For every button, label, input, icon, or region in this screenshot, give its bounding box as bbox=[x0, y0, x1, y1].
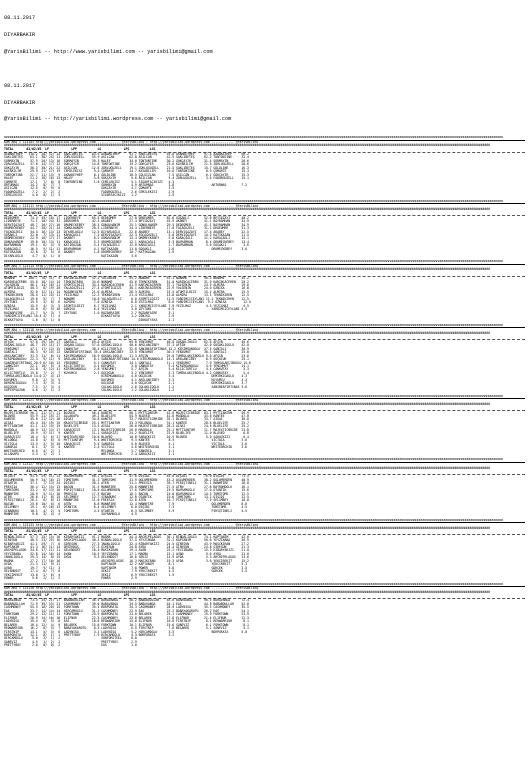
table-row: SANEVIZ 4.5 1/ 2/ 2 PRETTYBOY 2.9 bbox=[4, 639, 233, 644]
table-row: CEMILEKISI 4.0 0/ 1/ 3 SIGORTACIKIZI 1.2 2.9 bbox=[4, 193, 238, 198]
table-row: ALMIRA 32.0 12/ 11/ 14 ROZANFAIRE 21.6 ALMIRA 28.3 ALMIRA 15.5 ATOMTILDIZI 15.2 ALMIRA 15.5 bbox=[4, 289, 249, 294]
table-row: GELENDOST 17.4 6/ 7/ 8 SEKIZ 7.9 YEKCIREKIT 4.5 GÖRCEK 3.5 bbox=[4, 569, 247, 574]
table-row: KATIKAZAN 12.6 3/ 5/ 6 AKABEY 1.8 ORUMECKEBEY 10.7 KATIKAZAN 2.9 bbox=[4, 250, 238, 255]
table-row: ASILCAN 12.5 0/ 9/ 8 GÖKÇAYIR 4.1 ÇOMARTE 3.5 bbox=[4, 186, 238, 191]
table-row: INANLIOGLU 29.3 14/ 8/ 15 AYDA 9.3 GELENDOST 16.6 SEKIZ 14.9 AYDA 5.3 ARCHIPELAGOS 13.6 bbox=[4, 555, 249, 560]
table-row: AIGAI 43.4 15/ 19/ 15 MAJESTICBRIDE 25.1 MYTTIANTUM 33.3 MILONGA 31.1 KANTEE 28.6 BLUELIFE 25.7 bbox=[4, 420, 249, 425]
table-row: AVAN 19.7 9/ 11/ 3 KAPTANIM 7.8 POWER 5.8 GÖRCEK 3.5 bbox=[4, 565, 247, 570]
header-contact: @YarisBilimi -- http://yarisbilimi.wordpress.com -- yarisbilimi@gmail.com bbox=[4, 116, 232, 123]
table-row: OGLUMERDEN 50.9 24/ 18/ 12 TOMSTOMS 41.3 TOMSTOMS 31.9 OGLUMERDEN 43.2 OGLUMERDEN 38.2 OGLUMERDEN 40.9 bbox=[4, 477, 249, 482]
table-row: DERVIŞAZAYI 48.7 16/ 27/ 16 ORUMECKEBEY 38.5 GONULHANIM 25.1 GONULHANIM 29.5 DEDEOMER 41.1 BAYRAMHAN 34.9 bbox=[4, 222, 249, 227]
hash-separator: #################################################################################################################################################################################################################################################################### bbox=[4, 525, 490, 530]
table-row: ATEN 26.6 11/ 8/ 15 SELIMBEY 12.7 SINABURG 12.0 OTANTIK 15.6 TOMSTOMS 13.2 DIŞIDI 12.5 bbox=[4, 495, 249, 500]
header-date: 08.11.2017 bbox=[4, 15, 36, 22]
table-row: BELAREK 16.4 12/ 4/ 9 BELAREK 15.6 FORKTOWN 10.1 ELIFNUR 15.6 SANEVIZ 6.1 FORKTOWN 8.1 bbox=[4, 622, 249, 627]
table-row: ARCHIPELAGOS 34.8 17/ 11/ 11 GELENDOST 16.4 MASIKIRAN 19.4 AVAN 25.2 YEYZIBABA 15.3 KIBARYAKIZI 21.0 bbox=[4, 548, 249, 553]
table-row: BORPORATA 12.1 8/ 1/ 1 PRETTYBOY 1.9 HIRCAMOGLU 4.3 BORPORATA 3.2 bbox=[4, 632, 238, 637]
table-row: ARTURNAS 14.2 0/ 7/ 7 SORMAYIN 4.9 ARTURNAS 3.8 ARTURNAS 7.2 bbox=[4, 183, 247, 188]
table-row: OZNISA 15.5 4/ 3/ 5 ATOMTILDIZI 6.7 YEZILMAZ 2.1 YARDIMCICEYLANI 7.9 YEZILMAZ 4.5 YEZILMAZ 4.5 bbox=[4, 303, 249, 308]
race-table bbox=[4, 458, 525, 516]
table-row: SANIBEAFIRTINAS 20.5 6/ 10/ 13 YENIUMUT 5.1 CANKUTAY 14.1 GANTALI 11.1 YENIUMUT 7.9 TUMSULAKÇIBOGLU 14.6 bbox=[4, 360, 251, 365]
race-title: KUM ARA = 123118 http://yarisbilimi.wordpress.com ............ @YarisBilimi : http://yarisbilimi.wordpress.com ............ @YarisBilimi bbox=[4, 327, 259, 332]
column-headers: TOTAL #1/#2/#3 LP LPP LS LPS LSS bbox=[4, 146, 156, 151]
hash-separator: #################################################################################################################################################################################################################################################################### bbox=[4, 267, 490, 272]
table-row: CANKUTAY 22.1 10/ 5/ 4 KILICTORTLU 4.4 KUYUMCU 3.0 CANKUTAY 9.4 KIRIMGANOGLU 4.6 YENIUMUT 14.1 bbox=[4, 364, 249, 369]
table-row: DEMIRKIGAGLU 7.5 3/ 3/ 4 OGÇOCUK 4.0 OGÇOCUK 2.1 DEMIRKIGAGLU 3.7 bbox=[4, 381, 247, 386]
table-row: HIRCAMOGLU 5.0 2/ 1/ 2 SUNFORSTEEL 0.8 bbox=[4, 636, 233, 641]
race-tables bbox=[4, 136, 525, 648]
hash-separator: #################################################################################################################################################################################################################################################################### bbox=[4, 518, 503, 522]
hash-separator: #################################################################################################################################################################################################################################################################### bbox=[4, 323, 503, 327]
column-headers: TOTAL #1/#2/#3 LP LPP LS LPS LSS bbox=[4, 469, 156, 474]
table-row: AYDA 21.3 11/ 9/ 11 KAPTANIM 12.2 KAPTANIM 8.1 YEKCIREKIT 5.3 bbox=[4, 562, 247, 567]
table-row: YEZILMAZ 15.0 6/ 5/ 10 OZNISA 6.5 YEZILMAZ 3.8 ZEYTUNI 6.9 YARDIMCICEYLANI 4.5 bbox=[4, 307, 247, 312]
table-row: PIRIŞTINELI 26.1 6/ 8/ 13 MANNFIRE 11.6 FREESIA 12.8 ATEN 10.7 PIRIŞTINELI 7.9 SELIMBEY 10.8 bbox=[4, 498, 249, 503]
table-row: CASHMONEY 55.5 18/ 20/ 15 FORKTOWN 35.5 BORPORATA 34.3 CASHMONEY 28.9 LADYNISA 35.5 CASHMONEY 35.5 bbox=[4, 605, 249, 610]
race-table bbox=[4, 324, 525, 393]
table-row: KAPTANIM 41.3 16/ 11/ 14 ORTEKBAŞ 27.3 GIRESUN 24.8 AYDA 24.4 GIRESUN 24.8 GIRESUN 21.3 bbox=[4, 545, 249, 549]
table-row: ZEYTUNI 15.9 3/ 6/ 6 ALMIRA 7.0 OZNISA 6.8 YEZILMAZ 8.6 YARDIMCICEYLANI 9.1 OZNISA 12.5 bbox=[4, 300, 251, 305]
table-row: YALAGUZELLI 19.6 9/ 7/ 7 NONAME 10.8 YALAGUZELLI 6.0 ATOMTILDIZI 11.5 YARDIMCICEYLANI 11.2 TEKNIKIREN 12.5 bbox=[4, 296, 249, 301]
hash-separator: #################################################################################################################################################################################################################################################################### bbox=[4, 394, 503, 398]
table-row: BABABOULLAH 71.9 39/ 15/ 21 CASHMONEY 39.0 BABAVANGA 34.5 BABAVANGA 44.1 EAS 44.8 BABABOULLAH 52.8 bbox=[4, 601, 249, 606]
hash-separator: #################################################################################################################################################################################################################################################################### bbox=[4, 458, 503, 462]
table-row: PRETTYBOY 2.0 0/ 0/ 2 EAS 1.0 bbox=[4, 643, 233, 648]
table-row: AFŞIN 21.8 4/ 12/ 11 KIRIMGANOGLU 2.8 YENIUMUT 5.7 AFŞIN 5.4 KILICTORTLU 4.4 CANKUTAY 5.3 bbox=[4, 367, 249, 372]
race-title: KUM ARA = 123103 http://yarisbilimi.wordpress.com ............ @YarisBilimi : http://yarisbilimi.wordpress.com ............ @YarisBilimi bbox=[4, 139, 259, 144]
table-row: GIRESUN 48.5 23/ 25/ 16 ARCHIPELAGOS 40.4 BINDALIOGLU 37.5 YEYZIBABA 32.2 KAPTANIM 50.0 YEYZIBABA 36.9 bbox=[4, 538, 249, 543]
table-row: WHITEORCHID 6.5 4/ 2/ 1 MILONGA 3.7 SANGRIA 3.1 bbox=[4, 448, 238, 453]
table-row: LADYNISA 19.4 6/ 5/ 8 EAS 18.6 REDWARRIOR 15.0 ELIFNUR 16.8 FIRSTNIP 8.1 REDWARRIOR 8.1 bbox=[4, 619, 249, 624]
table-row: MANNFIRE 28.9 5/ 11/ 18 PREESIA 17.5 BACON 16.1 BACON 15.8 BAYRAMOGLU 14.3 TOMSTOMS 12.5 bbox=[4, 491, 249, 496]
hash-separator: #################################################################################################################################################################################################################################################################### bbox=[4, 260, 503, 264]
table-row: POWER 5.8 2/ 1/ 2 POWER 2.9 bbox=[4, 576, 233, 581]
table-row: KARAÇAGLI 16.5 9/ 11/ 11 BAYRAMHAN 4.1 KATIKAZAN 11.0 GOŞAKLI 2.6 ORUMECKEBEY 3.6 bbox=[4, 246, 247, 251]
table-row: MAJESTICBRIDE 56.3 21/ 17/ 11 BLOVED 56.4 KANTEE 56.1 MYTTIANTUM 42.6 MAJESTICBRIDE 83.1 MYTTIANTUM 59.9 bbox=[4, 410, 249, 415]
table-row: KIBARYAKIZI 41.1 29/ 7/ 8 GIRESUN 27.3 INANLIOGLU 32.4 KIBARYAKIZI 24.5 GIRESUN 43.9 MASIKIRAN 27.2 bbox=[4, 541, 249, 546]
table-row: SORMAYIN 57.5 20/ 13/ 16 SORMAYIN 39.3 HALEF 34.0 TONTONTINE 30.2 GÖKÇAYIR 31.4 SORMAYIN 26.6 bbox=[4, 158, 249, 163]
table-row: YARDIMCICEYLANI 10.4 4/ 1/ 4 DIKKATYAYA 1.2 OZNISA 2.9 bbox=[4, 314, 238, 319]
header-city: DIYARBAKIR bbox=[4, 99, 36, 106]
table-row: TUMSULAKÇIBOGLU 14.0 2/ 4/ 13 KIRIMGANOGLU 4.6 OGÇOCUK 3.4 DEMIRKIGAGLU 4.3 bbox=[4, 374, 247, 379]
table-row: KUYUMCU 9.0 2/ 3/ 5 KUYUMCU 4.1 ARSLANCIBEY 3.3 KUYUMCU 4.3 bbox=[4, 377, 247, 382]
header-city: DIYARBAKIR bbox=[4, 31, 36, 38]
table-row: AFŞIN 57.6 29/ 16/ 17 GANTALI 69.6 AFŞIN 69.8 YENIUMUT 40.8 GOŞAKLIOGLU 62.6 AFŞIN 45.6 bbox=[4, 339, 249, 344]
table-row: REDWARRIOR 16.2 6/ 5/ 7 BABAYAKAROTU 6.5 LADYNISA 6.5 FIRSTNIP 7.6 BELAREK 5.1 SANEVIZ 5.1 bbox=[4, 626, 249, 631]
race-title: KUM ARA = 123127 http://yarisbilimi.wordpress.com ............ @YarisBilimi : http://yarisbilimi.wordpress.com ............ @YarisBilimi bbox=[4, 462, 259, 467]
table-row: SELIMBEY 19.1 6/ 10/ 13 OTANTIK 6.4 SELIMBEY 6.8 DIŞIDI 7.3 TOMSTOMS 4.5 bbox=[4, 505, 247, 510]
table-row: MAGMA 27.2 17/ 10/ 16 ARCHIPELAGOS 16.3 MASIKIRAN 19.3 AYDA 3.6 YEKCIREKIT 15.2 bbox=[4, 558, 249, 563]
table-row: DIYARLOGLU 4.7 0/ 1/ 0 KATIKAZAN 3.6 bbox=[4, 253, 233, 258]
table-row: SARAÇKIZI 18.4 5/ 6/ 17 WHITEORCHID 10.8 BLOVED 10.8 SARAÇKIZI 10.5 BLOVED 5.0 SARAÇKIZI 6.4 bbox=[4, 434, 249, 439]
race-table bbox=[4, 136, 525, 198]
column-headers: TOTAL #1/#2/#3 LP LPP LS LPS LSS bbox=[4, 210, 156, 215]
table-row: SINABURG 10.1 4/ 2/ 5 TOMSTOMS 4.5 OTANTIK 6.3 SELIMBEY 5.9 PIRIŞTINELI 4.5 bbox=[4, 508, 247, 513]
race-title: KUM ARA = 123133 http://yarisbilimi.wordpress.com ............ @YarisBilimi : http://yarisbilimi.wordpress.com ............ @YarisBilimi bbox=[4, 522, 259, 527]
race-table bbox=[4, 583, 525, 648]
table-row: FIRSTNIP 13.1 5/ 5/ 6 LADYNISA 3.1 LADYNISA 5.2 HIRCAMOGLU 3.5 BORPORATA 5.0 bbox=[4, 629, 247, 634]
race-table bbox=[4, 519, 525, 581]
table-row: GANTALI 38.3 9/ 15/ 13 SANIBEAFIRTINAS 35.4 ARSLANCIBEY 13.5 YENIUMUT 30.3 YENIUMUT 30.3 GANTALI 25.0 bbox=[4, 350, 249, 355]
table-row: LIDERBEYE 71.1 10/ 24/ 32 DEDEOMER 42.5 AKABEY 27.4 BEYIDZAYI 45.9 AKABEY 41.1 BAYRAMHAN 34.9 bbox=[4, 219, 249, 224]
race-title: KUM ARA = 123121 http://yarisbilimi.wordpress.com ............ @YarisBilimi : http://yarisbilimi.wordpress.com ............ @YarisBilimi bbox=[4, 398, 259, 403]
table-row: ORUMECKEBEY 44.7 20/ 21/ 14 GONULHANIM 28.5 LIDERBEYE 24.4 LIDERBEYE 17.8 FOÇAGUZELI 31.1 DEDEOMER 31.3 bbox=[4, 226, 249, 231]
header-date: 08.11.2017 bbox=[4, 82, 36, 89]
table-row: ELIFNUR 26.9 14/ 10/ 10 ELIFNUR 22.3 CASHMONEY 23.8 BELAREK 17.8 ELIFNUR 21.4 ELIFNUR 12.3 bbox=[4, 615, 249, 620]
table-row: DIKKATYAYA 1.6 0/ 1/ 0 DIKKATYAYA 2.1 bbox=[4, 317, 238, 322]
table-row: MAGDOLA 40.9 13/ 13/ 17 SARAÇKIZI 13.1 MAJESTICBRIDE 26.0 MAGDOLA 25.1 MYTTIANTUM 11.7 MAJESTICBRIDE 23.8 bbox=[4, 427, 249, 432]
table-row: ARSLANCIBEY 31.3 11/ 6/ 11 KIRIMGANOGLU 18.9 GOŞAKLIOGLU 11.3 AFŞIN 25.8 TUMSULAKÇIBOGLU 9.6 AFŞIN 23.6 bbox=[4, 353, 249, 358]
table-row: MYTTIANTUM 41.1 11/ 15/ 15 BLUELIFE 13.5 AIGAI 26.6 MAJESTICBRIDE 28.3 AIGAI 24.5 BLUELIFE 25.2 bbox=[4, 424, 249, 429]
table-row: GONULHANIM 19.8 10/ 13/ 11 KARAÇAGLI 5.3 ORUMECKEBEY 12.1 KARAÇAGLI 5.3 BAYRAMHAN 8.4 ORUMECKEBEY 13.4 bbox=[4, 239, 249, 244]
table-row: SANGRIA 8.1 3/ 3/ 4 KANTEE 2.4 VICTOLA 4.6 WHITEORCHID 3.1 WHITEORCHID 3.6 bbox=[4, 445, 247, 450]
table-row: MILONGA 14.0 4/ 6/ 8 MYTTIANTUM 9.4 WHITEORCHID 9.3 KANTEE 8.5 VICTOLA 3.6 bbox=[4, 438, 247, 443]
column-headers: TOTAL #1/#2/#3 LP LPP LS LPS LSS bbox=[4, 334, 156, 339]
table-row: FOÇAGUZELI 34.3 16/ 13/ 13 DIYARLOGLU 12.5 DIYARLOGLU 22.6 AKABEY 13.1 DERVIŞAZAYI 17.4 AKABEY 22.5 bbox=[4, 229, 249, 234]
table-row: ROZANFAIRE 11.7 5/ 3/ 7 ZEYTUNI 1.0 ROZANFAIRE 2.7 ROZANFAIRE 3.1 bbox=[4, 310, 238, 315]
table-row: KARINCACEREN 55.6 18/ 14/ 14 TEKNIKIREN 34.6 NONAME 45.6 TEKNIKIREN 51.0 KARINCACEREN 31.9 KARINCACEREN 20.2 bbox=[4, 279, 249, 284]
race-title: KUM ARA = 123138 http://yarisbilimi.wordpress.com ............ @YarisBilimi : http://yarisbilimi.wordpress.com ............ @YarisBilimi bbox=[4, 586, 259, 591]
hash-separator: #################################################################################################################################################################################################################################################################### bbox=[4, 199, 503, 203]
table-row: EAS 33.7 14/ 14/ 14 HIRCAMOGLU 31.2 CASHMONEY 22.9 EAS 23.2 BABAYAKAROTU 26.2 EAS 24.1 bbox=[4, 608, 249, 613]
table-row: BARAVANGA 73.4 35/ 21/ 17 BABABOULLAH 46.5 BARAVANGA 58.2 BABABOULLAH 65.6 BARAVANGA 90.5 BARAVANGA 72.4 bbox=[4, 598, 249, 603]
table-row: DEDEOMER 74.4 49/ 18/ 17 LIDERBEYE 65.5 DEDEOMER 27.8 DEDEOMER 82.6 GOŞAKLI 52.8 BEYIDZAYI 40.2 bbox=[4, 215, 249, 220]
race-table bbox=[4, 395, 525, 457]
table-row: YEYZIBABA 32.8 14/ 16/ 14 AVAN 10.5 YEYZIBABA 17.1 MAGMA 15.1 AVAN 9.6 AYDA 21.0 bbox=[4, 551, 249, 556]
document-page bbox=[4, 5, 525, 648]
table-row: YOLSENIN 46.1 24/ 16/ 11 ATOMTILDIZI 34.4 KARINCACEREN 41.9 KARINCACEREN 37.1 YOLSENIN 24.9 ALMIRA 19.6 bbox=[4, 282, 249, 287]
hash-separator: #################################################################################################################################################################################################################################################################### bbox=[4, 401, 490, 406]
table-row: TOMSTOMS 33.2 6/ 13/ 10 PIRIŞTINELI 18.0 OGLUMERDEN 17.6 TOMSTOMS 19.5 BAYRAMOGLU 17.0 OTANTIK 15.6 bbox=[4, 488, 249, 493]
table-row: TONTONTINE 22.7 11/ 13/ 9 AXBAKEYHEP 8.1 GÖLDLINE 10.5 ÇOLGIZLAN 7.5 ASILCAN 6.1 GÖKÇAYIR 15.3 bbox=[4, 172, 249, 177]
table-row: VICTOLA 13.3 3/ 9/ 10 SARAÇKIZI 5.4 SANGRIA 5.0 BLOVED 5.1 VICTOLA 3.6 bbox=[4, 441, 247, 446]
table-row: BLUELIFE 19.9 5/ 11/ 9 KANTEE 11.1 SARAÇKIZI 24.2 BLUELIFE 22.9 BLUELIFE 11.0 BLOVED 6.8 bbox=[4, 431, 249, 436]
table-row: DIŞIDI 53.9 29/ 11/ 13 OGLUMERDEN 60.1 DIŞIDI 47.6 DIŞIDI 81.8 DIŞIDI 76.0 DIŞIDI 71.5 bbox=[4, 474, 249, 479]
hash-separator: #################################################################################################################################################################################################################################################################### bbox=[4, 143, 490, 148]
table-row: ZORLUGUZELL 37.6 14/ 17/ 12 GÖKÇAYIR 14.8 TONTONTINE 19.2 GÖKÇAYIR 23.6 KAYABILIM 21.5 ZORLUGUZELL 20.6 bbox=[4, 162, 249, 167]
table-row: YEKCIREKIT 13.0 2/ 6/ 4 SEKIZ 6.9 YEKCIREKIT 1.9 bbox=[4, 572, 238, 577]
hash-separator: #################################################################################################################################################################################################################################################################### bbox=[4, 136, 503, 140]
column-headers: TOTAL #1/#2/#3 LP LPP LS LPS LSS bbox=[4, 529, 156, 534]
second-header bbox=[4, 73, 525, 135]
table-row: ÇOMARTE 17.1 7/ 8/ 8 TONTONTINE 1.8 CEMILEKISI 5.1 SIGORTACIKIZI 4.3 bbox=[4, 179, 236, 184]
table-row: KILICTORTLU 15.8 7/ 2/ 7 KUYUMCU 2.1 OGÇOCUK 3.2 YENIUMUT 3.3 TUMSULAKÇIBOGLU 4.2 CANKUTAY 4.4 bbox=[4, 370, 249, 375]
table-row: AXBAKEYHEP 116.2 28/ 12/ 14 SAKLIBETEŞ 83.9 AXBAKEYHEP 91.7 SAKLIBETEŞ 55.8 AXBAKEYHEP 97.4 AXBAKEYHEP 90.2 bbox=[4, 151, 249, 156]
hash-separator: #################################################################################################################################################################################################################################################################### bbox=[4, 465, 490, 470]
table-row: HALEF 21.2 18/ 16/ 13 HALEF 5.8 GÖKÇAYIR 5.6 ASILCAN 5.4 ZORLUGUZELL 3.6 FADORGUZELL 15.1 bbox=[4, 176, 249, 181]
race-title: KUM ARA = 123114 http://yarisbilimi.wordpress.com ............ @YarisBilimi : http://yarisbilimi.wordpress.com ............ @YarisBilimi bbox=[4, 263, 259, 268]
table-row: PREESIA 36.4 12/ 15/ 13 BACON 31.5 MANNFIRE 25.6 MANNFIRE 27.5 ATEN 27.8 BAYRAMOGLU 16.1 bbox=[4, 484, 249, 489]
race-table bbox=[4, 200, 525, 258]
table-row: TEKNIKIREN 28.4 11/ 15/ 11 YEZILMAZ 12.3 TEKNIKIREN 21.4 YEZILMAZ 13.8 ALMIRA 13.1 TEKNIKIREN 12.5 bbox=[4, 293, 249, 298]
table-row: ORUMECKEBEY 22.9 16/ 17/ 17 AKABEY 6.2 GONULHANIM 13.4 ORUMECKEBEY 5.8 KARAÇAGLI 11.2 KARAÇAGLI 15.1 bbox=[4, 236, 249, 241]
table-row: NONAME 100.7 78/ 11/ 4 KARINCACEREN 52.2 YOLSENIN 55.2 NONAME 81.1 NONAME 90.2 NONAME 45.2 bbox=[4, 276, 249, 281]
table-row: FORKTOWN 29.2 12/ 11/ 11 FORKTOWN 25.5 BORPORATA 21.0 BELAREK 25.1 CASHMONEY 15.9 FORKTOWN 23.9 bbox=[4, 612, 249, 617]
table-row: KANTEE 45.0 21/ 12/ 18 AIGAI 34.8 KANTEE 33.7 MAJESTICBRIDE 35.1 BLOVED 33.7 AIGAI 38.8 bbox=[4, 417, 249, 422]
table-row: ALLAKAPA 4.3 1/ 2/ 1 WHITEORCHID 2.4 SARAÇKIZI 2.1 bbox=[4, 451, 238, 456]
table-row: MANMFIRE 9.8 3/ 4/ 4 SAYRAMOGLU 4.5 bbox=[4, 512, 203, 517]
hash-separator: #################################################################################################################################################################################################################################################################### bbox=[4, 589, 490, 594]
hash-separator: #################################################################################################################################################################################################################################################################### bbox=[4, 582, 503, 586]
top-header bbox=[4, 5, 525, 67]
table-row: SAKLIBETEŞ 63.1 38/ 24/ 11 ZORLUGUZELL 55.9 ASILCAN 62.8 ASILCAN 42.5 SAKLIBETEŞ 62.2 TONTONTINE 32.4 bbox=[4, 155, 249, 160]
table-row: BINDALIOGLU 57.3 25/ 15/ 16 KIBARYAKIZI 91.2 MAGMA 44.4 ARCHIPELAGOS 36.1 BINDALIOGLU 74.1 KAPTANIM 42.0 bbox=[4, 534, 249, 539]
hash-separator: #################################################################################################################################################################################################################################################################### bbox=[4, 331, 490, 336]
table-row: GÖKÇAYIR 36.3 30/ 21/ 22 ASILCAN 12.8 ZORLUGUZELL 19.1 ZORLUGUZELL 21.5 SAKLIBETEŞ 15.7 GÖLDLINE 16.3 bbox=[4, 165, 249, 170]
table-row: KAYABILIM 29.9 21/ 17/ 19 CEMILEKISI 9.4 ÇOMARTE 14.7 KAYABILIM 10.8 TONTONTINE 8.9 ÇOMARTE 15.3 bbox=[4, 169, 249, 174]
table-row: SÜPTEPSAZAN 4.6 1/ 1/ 2 COLAKLIOGLU 1.2 COLAKLIOGLU 1.2 bbox=[4, 388, 238, 393]
table-row: GOŞAKLI 31.8 7/ 13/ 11 KARAÇAGLI 7.2 DERVIŞAZAYI 22.3 FOÇAGUZELI 5.8 DERVIŞAZAYI 14.3 KATIKAZAN 21.5 bbox=[4, 233, 249, 237]
table-row: FADORGUZELL 7.2 2/ 2/ 2 FADORGUZELL 2.6 CEMILEKISI 2.9 bbox=[4, 189, 238, 194]
table-row: BAYRAMHAN 19.1 6/ 5/ 5 KATIKAZAN 5.4 FOÇAGUZELI 12.0 KARAÇAGLI 2.7 BAYRAMHAN 3.6 GOŞAKLI 3.6 bbox=[4, 243, 249, 248]
table-row: BLOVED 55.9 21/ 15/ 27 ALLAKAPA 49.2 BLUELIFE 54.9 BLOVED 41.6 MAGDOLA 43.6 KANTEE 47.0 bbox=[4, 413, 249, 418]
race-table bbox=[4, 260, 525, 322]
table-row: GOŞAKLIOGLU 48.7 19/ 11/ 17 GOŞAKLIOGLU 57.6 GOŞAKLIOGLU 40.6 ARSLANCIBEY 37.3 AFŞIN 42.0 GOŞAKLIOGLU 42.0 bbox=[4, 343, 249, 348]
table-row: OGÇOCUK 7.5 2/ 3/ 4 COLAKLIOGLU 2.6 COLAKLIOGLU 1.2 SANIBEAFIRTINAS 3.6 bbox=[4, 384, 247, 389]
hash-separator: #################################################################################################################################################################################################################################################################### bbox=[4, 207, 490, 212]
table-row: BACON 25.6 10/ 6/ 6 ATEN 8.8 MANNFIRE 12.4 MANNFIRE 7.9 OGLUMERDEN 8.6 bbox=[4, 501, 247, 506]
race-title: KUM ARA = 123111 http://yarisbilimi.wordpress.com ............ @YarisBilimi : http://yarisbilimi.wordpress.com ............ @YarisBilimi bbox=[4, 203, 259, 208]
header-contact: @YarisBilimi -- http://www.yarisbilimi.com -- yarisbilimi@gmail.com bbox=[4, 48, 213, 55]
column-headers: TOTAL #1/#2/#3 LP LPP LS LPS LSS bbox=[4, 405, 156, 410]
column-headers: TOTAL #1/#2/#3 LP LPP LS LPS LSS bbox=[4, 270, 156, 275]
column-headers: TOTAL #1/#2/#3 LP LPP LS LPS LSS bbox=[4, 593, 156, 598]
table-row: OTANTIK 37.1 7/ 13/ 24 DIŞIDI 36.2 ATEN 31.1 PREESIA 35.7 PIRIŞTINELI 31.1 MANMFIRE 18.8 bbox=[4, 481, 249, 486]
table-row: KIRIMGANOGLU 22.3 9/ 11/ 9 ARSLANCIBEY 8.1 SANIBEAFIRTINAS 14.6 KIRIMGANOGLU 14.1 ARSLANCIBEY 8.9 OGÇOCUK 15.1 bbox=[4, 357, 249, 362]
table-row: ATOMTILDIZI 40.3 8/ 19/ 20 YALAGUZELLI 27.4 ATOMTILDIZI 36.1 KARINCACEREN 22.9 YOLSENIN 24.0 OZNISA 18.8 bbox=[4, 286, 249, 291]
table-row: YENIUMUT 47.1 17/ 13/ 15 CANKUTAY 38.4 KILICTORTLU 32.8 SANIBEAFIRTINAS 32.2 KIRIMGANOGLU 37.5 GANTALI 30.9 bbox=[4, 346, 249, 351]
